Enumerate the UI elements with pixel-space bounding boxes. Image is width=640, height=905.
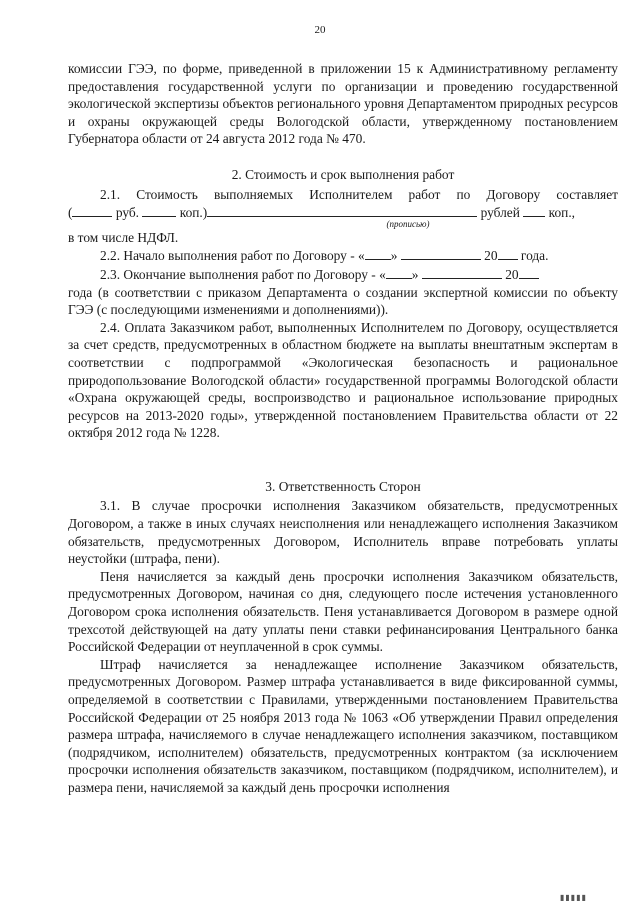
document-body bbox=[68, 60, 618, 797]
kop2-blank bbox=[523, 203, 545, 217]
end-month-blank bbox=[422, 265, 502, 279]
rub-blank bbox=[72, 203, 112, 217]
kop2-label: коп., bbox=[548, 205, 576, 221]
kop-blank bbox=[142, 203, 176, 217]
page-number: 20 bbox=[314, 24, 326, 36]
rubley-label: рублей bbox=[480, 205, 520, 221]
paragraph-3-shtraf: Штраф начисляется за ненадлежащее исполнение Заказчиком обязательств, предусмотренных Договором. Размер штрафа устанавливается в виде фиксированной суммы, определяемой в соответствии с Правилами, утвержденными постановлением Правительства Российской Федерации от 25 ноября 2013 года № 1063 «Об утверждении Правил определения размера штрафа, начисляемого в случае ненадлежащего исполнения заказчиком, поставщиком (подрядчиком, исполнителем) обязательств, предусмотренных контрактом (за исключением просрочки исполнения обязательств заказчиком, поставщиком (подрядчиком, исполнителем), и размера пени, начисляемой за каждый день просрочки исполнения bbox=[68, 656, 618, 795]
start-label: 2.2. Начало выполнения работ по Договору - « bbox=[100, 248, 365, 264]
rub-label: руб. bbox=[115, 205, 140, 221]
paragraph-3-peni: Пеня начисляется за каждый день просрочки исполнения Заказчиком обязательств, предусмотренных Договором, начиная со дня, следующего после истечения установленного Договором срока исполнения обязательств. Пеня устанавливается Договором в размере одной трехсотой действующей на дату уплаты пени ставки рефинансирования Центрального банка Российской Федерации от неуплаченной в срок суммы. bbox=[68, 568, 618, 655]
amount-words-blank bbox=[207, 203, 477, 217]
end-year-prefix: 20 bbox=[505, 266, 519, 282]
end-year-blank bbox=[519, 265, 539, 279]
in-words-caption: (прописью) bbox=[386, 218, 430, 229]
paragraph-2-1-amount-line bbox=[68, 203, 618, 222]
start-quote: » bbox=[390, 248, 398, 264]
paragraph-2-1-ndfl: в том числе НДФЛ. bbox=[68, 229, 179, 245]
paragraph-gee-form: комиссии ГЭЭ, по форме, приведенной в приложении 15 к Административному регламенту предоставления государственной услуги по организации и проведению государственной экологической экспертизы объектов регионального уровня Департаментом природных ресурсов и охраны окружающей среды Вологодской области, утвержденному постановлением Губернатора области от 24 августа 2012 года № 470. bbox=[68, 61, 618, 147]
scan-artifact-mark: ▮▮▮▮▮ bbox=[560, 893, 588, 902]
start-year-prefix: 20 bbox=[484, 248, 498, 264]
section-2-heading: 2. Стоимость и срок выполнения работ bbox=[231, 166, 455, 182]
start-year-blank bbox=[498, 246, 518, 260]
paragraph-2-1: 2.1. Стоимость выполняемых Исполнителем работ по Договору составляет bbox=[100, 186, 618, 202]
paragraph-2-3 bbox=[68, 265, 618, 284]
open-paren: ( bbox=[68, 205, 73, 221]
section-3-heading: 3. Ответственность Сторон bbox=[265, 478, 421, 494]
paragraph-2-2 bbox=[68, 246, 618, 265]
start-day-blank bbox=[365, 246, 391, 260]
paragraph-2-3-rest: года (в соответствии с приказом Департамента о создании экспертной комиссии по объекту ГЭЭ (с последующими изменениями и дополнениями)). bbox=[68, 284, 618, 318]
start-year-suffix: года. bbox=[520, 248, 549, 264]
end-day-blank bbox=[386, 265, 412, 279]
paragraph-2-4: 2.4. Оплата Заказчиком работ, выполненных Исполнителем по Договору, осуществляется за счет средств, предусмотренных в областном бюджете на выплаты внештатным экспертам в соответствии с подпрограммой «Экологическая безопасность и рациональное природопользование Вологодской области» государственной программы Вологодской области «Охрана окружающей среды, воспроизводство и рациональное использование природных ресурсов на 2013-2020 годы», утвержденной постановлением Правительства области от 22 октября 2012 года № 1228. bbox=[68, 319, 618, 441]
kop-label: коп.) bbox=[179, 205, 208, 221]
start-month-blank bbox=[401, 246, 481, 260]
end-quote: » bbox=[411, 266, 419, 282]
end-label: 2.3. Окончание выполнения работ по Договору - « bbox=[100, 266, 386, 282]
paragraph-3-1: 3.1. В случае просрочки исполнения Заказчиком обязательств, предусмотренных Договором, а также в иных случаях неисполнения или ненадлежащего исполнения Заказчиком обязательств, предусмотренных Договором, Исполнитель вправе потребовать уплаты неустойки (штрафа, пени). bbox=[68, 498, 618, 567]
